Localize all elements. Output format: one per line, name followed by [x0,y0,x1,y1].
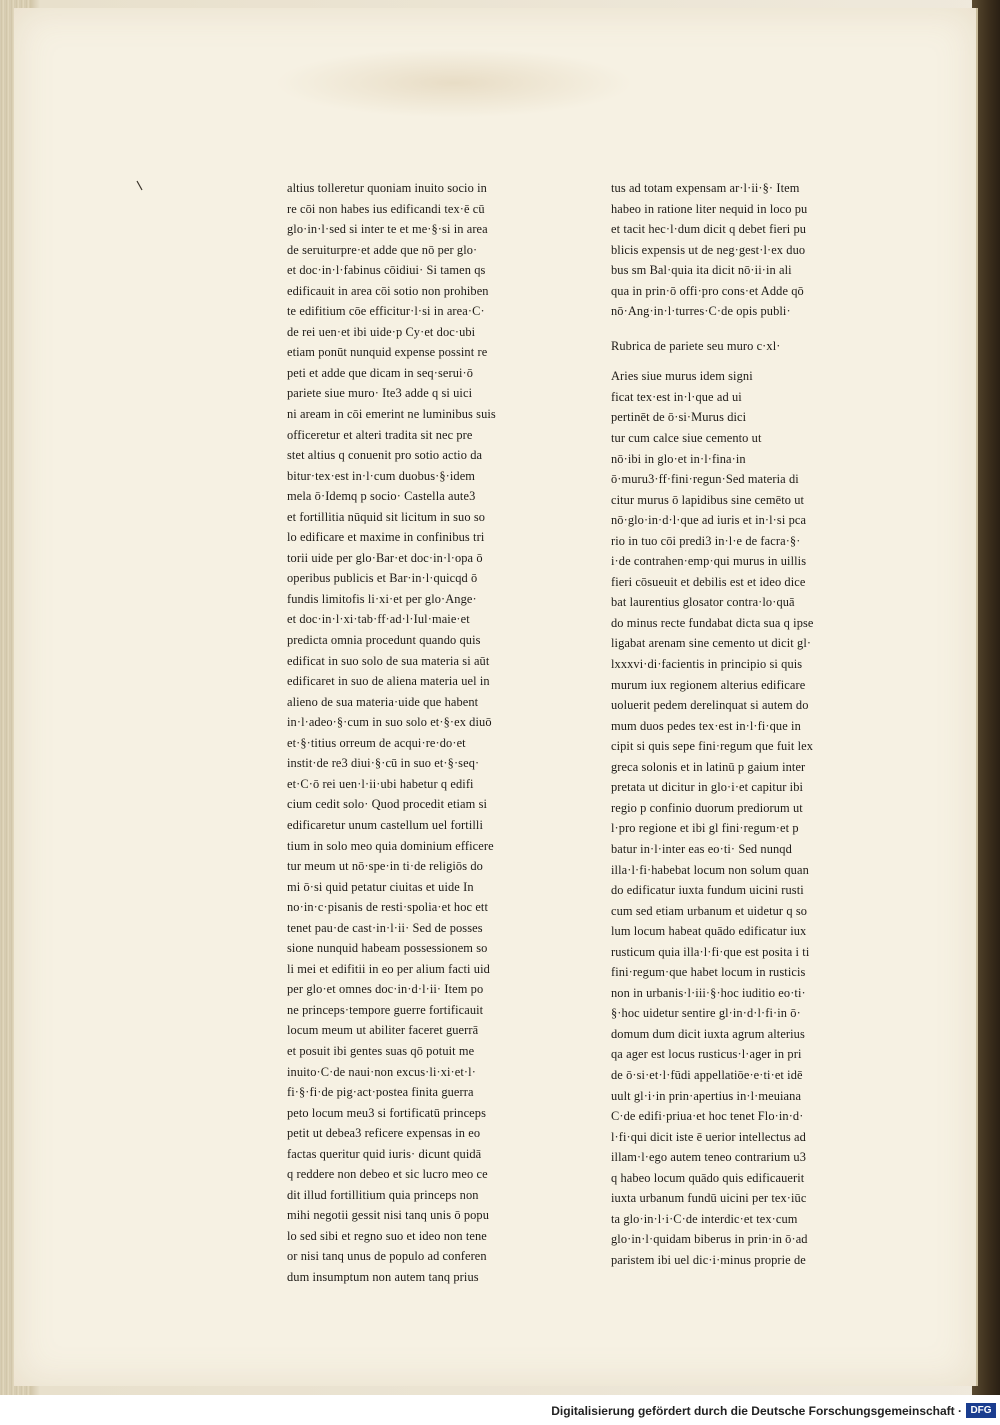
text-line: ō·muru3·ff·fini·regun·Sed materia di [611,472,799,487]
text-line: uult gl·i·in prin·apertius in·l·meuiana [611,1088,802,1103]
text-line: et tacit hec·l·dum dicit q debet fieri pu [611,222,807,237]
text-line: glo·in·l·quidam biberus in prin·in ō·ad [611,1232,808,1247]
text-line: officeretur et alteri tradita sit nec pre [287,427,473,442]
text-line: edificaretur unum castellum uel fortilli [287,817,483,832]
text-line: et doc·in·l·xi·tab·ff·ad·l·Iul·maie·et [287,612,470,627]
text-line: mihi negotii gessit nisi tanq unis ō popu [287,1208,490,1223]
text-line: edificat in suo solo de sua materia si aūt [287,653,490,668]
text-line: paristem ibi uel dic·i·minus proprie de [611,1252,806,1267]
text-line: locum meum ut abiliter faceret guerrā [287,1023,479,1038]
text-line: q reddere non debeo et sic lucro meo ce [287,1167,488,1182]
text-line: lum locum habeat quādo edificatur iux [611,924,807,939]
text-line: pretata ut dicitur in glo·i·et capitur ibi [611,780,804,795]
text-line: q habeo locum quādo quis edificauerit [611,1170,805,1185]
text-line: glo·in·l·sed si inter te et me·§·si in area [287,222,488,237]
text-line: et fortillitia nūquid sit licitum in suo so [287,509,486,524]
text-line: de rei uen·et ibi uide·p Cy·et doc·ubi [287,324,476,339]
text-line: lo sed sibi et regno suo et ideo non tene [287,1228,487,1243]
text-line: et·C·ō rei uen·l·ii·ubi habetur q edifi [287,776,474,791]
text-line: alieno de sua materia·uide que habent [287,694,479,709]
text-line: ta glo·in·l·i·C·de interdic·et tex·cum [611,1211,798,1226]
text-line: iuxta urbanum fundū uicini per tex·iūc [611,1191,807,1206]
text-line: re cōi non habes ius edificandi tex·ē cū [287,201,485,216]
text-line: fini·regum·que habet locum in rusticis [611,965,806,980]
text-line: pariete siue muro· Ite3 adde q si uici [287,386,473,401]
text-line: non in urbanis·l·iii·§·hoc iuditio eo·ti· [611,985,806,1000]
text-line: nō·Ang·in·l·turres·C·de opis publi· [611,304,791,319]
text-line: operibus publicis et Bar·in·l·quicqd ō [287,571,478,586]
text-line: no·in·c·pisanis de resti·spolia·et hoc ett [287,900,489,915]
text-line: tur cum calce siue cemento ut [611,431,762,446]
text-line: rio in tuo cōi predi3 in·l·e de facra·§· [611,533,801,548]
text-line: et posuit ibi gentes suas qō potuit me [287,1043,475,1058]
right-text-column [611,178,857,1270]
footer-bar [0,1395,1000,1425]
text-line: tenet pau·de cast·in·l·ii· Sed de posses [287,920,483,935]
text-line: uoluerit pedem derelinquat si autem do [611,698,809,713]
text-line: Aries siue murus idem signi [611,369,753,384]
text-line: C·de edifi·priua·et hoc tenet Flo·in·d· [611,1109,804,1124]
text-line: tur meum ut nō·spe·in ti·de religiōs do [287,859,483,874]
text-line: cipit si quis sepe fini·regum que fuit lex [611,739,814,754]
text-line: dit illud fortillitium quia princeps non [287,1187,479,1202]
text-line: te edifitium cōe efficitur·l·si in area·C· [287,304,485,319]
text-line: torii uide per glo·Bar·et doc·in·l·opa ō [287,550,483,565]
text-line: §·hoc uidetur sentire gl·in·d·l·fi·in ō· [611,1006,801,1021]
text-line: predicta omnia procedunt quando quis [287,633,481,648]
text-line: peti et adde que dicam in seq·serui·ō [287,365,474,380]
text-line: tium in solo meo quia dominium efficere [287,838,494,853]
text-line: l·fi·qui dicit iste ē uerior intellectus ad [611,1129,806,1144]
right-column-top-text [611,178,857,322]
text-line: i·de contrahen·emp·qui murus in uillis [611,554,807,569]
left-text-column [287,178,545,1288]
text-line: li mei et edifitii in eo per alium facti uid [287,961,490,976]
text-line: blicis expensis ut de neg·gest·l·ex duo [611,242,806,257]
text-line: altius tolleretur quoniam inuito socio in [287,181,487,195]
text-line: mi ō·si quid petatur ciuitas et uide In [287,879,474,894]
text-line: bitur·tex·est in·l·cum duobus·§·idem [287,468,476,483]
text-line: edificaret in suo de aliena materia uel in [287,674,490,689]
text-line: cum sed etiam urbanum et uidetur q so [611,903,808,918]
text-line: l·pro regione et ibi gl fini·regum·et p [611,821,799,836]
text-line: bus sm Bal·quia ita dicit nō·ii·in ali [611,263,792,278]
text-line: peto locum meu3 si fortificatū princeps [287,1105,486,1120]
text-line: habeo in ratione liter nequid in loco pu [611,201,808,216]
text-line: nō·glo·in·d·l·que ad iuris et in·l·si pca [611,513,807,528]
text-line: or nisi tanq unus de populo ad conferen [287,1249,487,1264]
text-line: bat laurentius glosator contra·lo·quā [611,595,795,610]
text-line: fieri cōsueuit et debilis est et ideo dice [611,574,806,589]
text-line: stet altius q conuenit pro sotio actio da [287,448,483,463]
text-line: do edificatur iuxta fundum uicini rusti [611,883,804,898]
text-line: do minus recte fundabat dicta sua q ipse [611,615,814,630]
text-line: qua in prin·ō offi·pro cons·et Adde qō [611,283,804,298]
text-line: et·§·titius orreum de acqui·re·do·et [287,735,466,750]
text-line: instit·de re3 diui·§·cū in suo et·§·seq· [287,756,480,771]
text-line: lxxxvi·di·facientis in principio si quis [611,657,803,672]
dfg-logo: DFG [966,1403,996,1418]
text-line: per glo·et omnes doc·in·d·l·ii· Item po [287,982,484,997]
text-line: domum dum dicit iuxta agrum alterius [611,1026,805,1041]
text-line: dum insumptum non autem tanq prius [287,1269,479,1284]
water-stain [274,48,634,118]
text-line: greca solonis et in latinū p gaium inter [611,759,806,774]
text-line: inuito·C·de naui·non excus·li·xi·et·l· [287,1064,476,1079]
text-line: mela ō·Idemq p socio· Castella aute3 [287,489,476,504]
text-line: petit ut debea3 reficere expensas in eo [287,1126,481,1141]
text-line: regio p confinio duorum prediorum ut [611,800,803,815]
text-line: sione nunquid habeam possessionem so [287,941,488,956]
text-line: mum duos pedes tex·est in·l·fi·que in [611,718,801,733]
text-line: cium cedit solo· Quod procedit etiam si [287,797,488,812]
text-line: et doc·in·l·fabinus cōidiui· Si tamen qs [287,263,486,278]
text-line: fi·§·fi·de pig·act·postea finita guerra [287,1085,474,1100]
text-line: illa·l·fi·habebat locum non solum quan [611,862,809,877]
rubric-heading: Rubrica de pariete seu muro c·xl· [611,338,781,353]
right-column-body-text [611,366,857,1270]
text-line: tus ad totam expensam ar·l·ii·§· Item [611,181,800,195]
text-line: qa ager est locus rusticus·l·ager in pri [611,1047,802,1062]
text-line: ficat tex·est in·l·que ad ui [611,389,742,404]
text-line: etiam ponūt nunquid expense possint re [287,345,488,360]
text-line: factas queritur quid iuris· dicunt quidā [287,1146,482,1161]
text-line: edificauit in area cōi sotio non prohiben [287,283,489,298]
text-line: rusticum quia illa·l·fi·que est posita i ti [611,944,810,959]
text-line: de seruiturpre·et adde que nō per glo· [287,242,478,257]
text-line: murum iux regionem alterius edificare [611,677,806,692]
footer-credit: Digitalisierung gefördert durch die Deutsche Forschungsgemeinschaft · [551,1404,962,1418]
text-line: illam·l·ego autem teneo contrarium u3 [611,1150,806,1165]
text-line: in·l·adeo·§·cum in suo solo et·§·ex diuō [287,715,492,730]
text-line: ne princeps·tempore guerre fortificauit [287,1002,484,1017]
text-line: de ō·si·et·l·fūdi appellatiōe·e·ti·et idē [611,1067,803,1082]
text-line: ligabat arenam sine cemento ut dicit gl· [611,636,812,651]
text-line: batur in·l·inter eas eo·ti· Sed nunqd [611,841,792,856]
text-line: nō·ibi in glo·et in·l·fina·in [611,451,746,466]
text-line: pertinēt de ō·si·Murus dici [611,410,747,425]
ink-mark-icon [136,180,144,192]
text-line: lo edificare et maxime in confinibus tri [287,530,485,545]
text-line: fundis limitofis li·xi·et per glo·Ange· [287,591,477,606]
text-line: citur murus ō lapidibus sine cemēto ut [611,492,805,507]
text-line: ni aream in cōi emerint ne luminibus suis [287,407,496,422]
